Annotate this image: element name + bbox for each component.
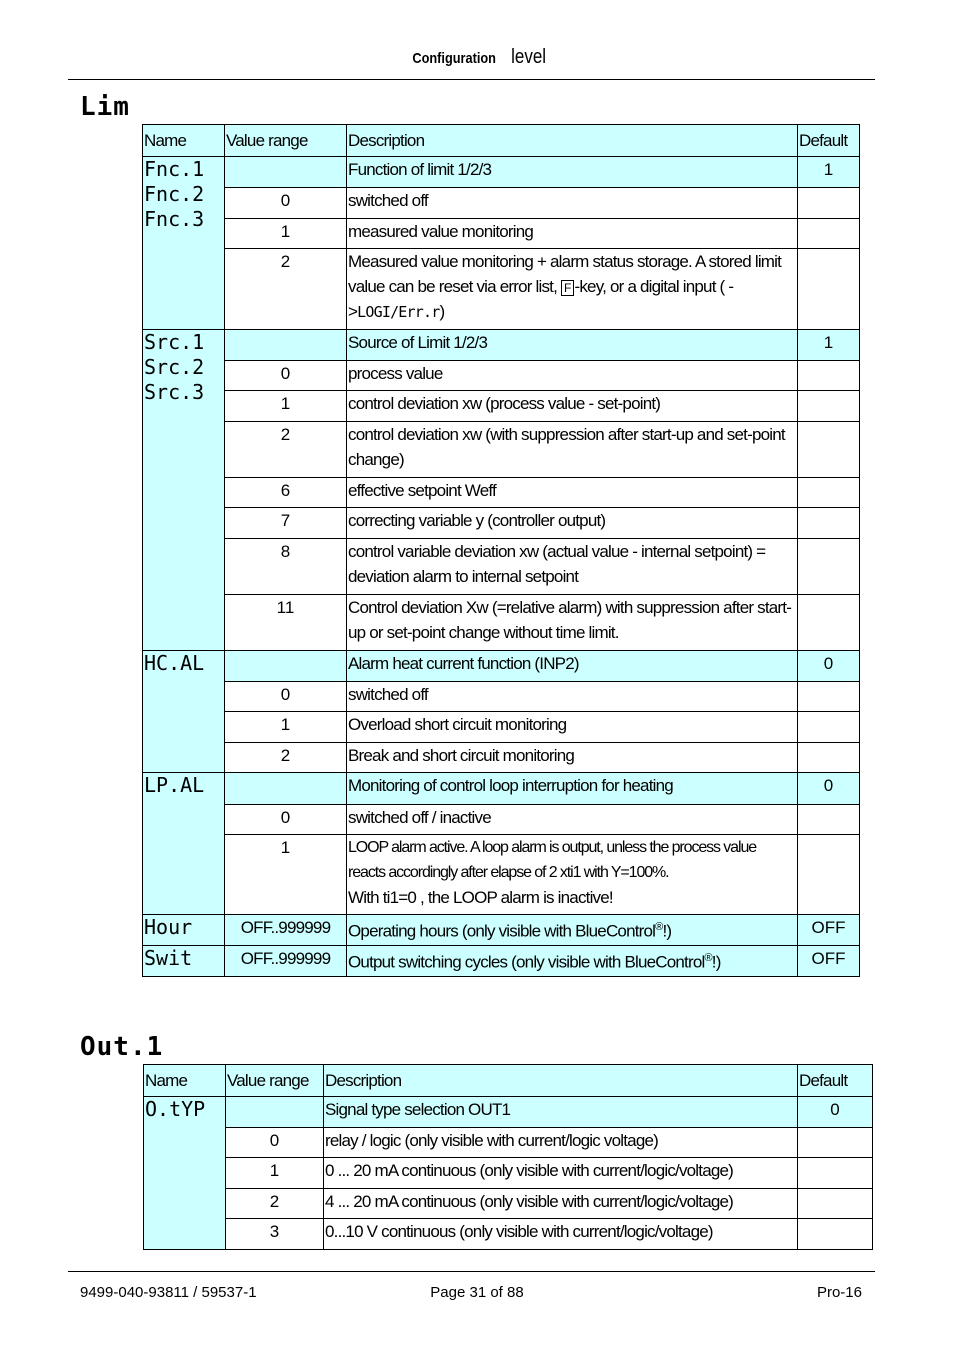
footer-page: Page 31 of 88 (430, 1284, 524, 1301)
header-level: level (510, 46, 546, 68)
footer-rule (68, 1271, 875, 1272)
col-range: Value range (225, 125, 347, 157)
param-name-swit: Swit (143, 946, 225, 977)
section-title-lim: Lim (80, 92, 130, 122)
param-default: 1 (798, 330, 860, 361)
param-desc: Signal type selection OUT1 (324, 1097, 798, 1128)
param-desc: Source of Limit 1/2/3 (347, 330, 798, 361)
param-default: 0 (798, 1097, 873, 1128)
out1-table: Name Value range Description Default O.tYP Signal type selection OUT1 0 0 relay / logic (only visible with current/logic voltage) 1 0 ... 20 mA continuous (only visible with current/logic/voltage) 2 4 ... 20 mA continuous (only visible with current/logic/voltage) 3 0...10 V continuous (only visible with current/logic/voltage) (143, 1064, 873, 1250)
header-rule (68, 79, 875, 80)
param-name-lpal: LP.AL (143, 773, 225, 915)
f-key-icon: F (561, 280, 574, 296)
param-name-hcal: HC.AL (143, 651, 225, 773)
page-header (0, 46, 954, 69)
col-default: Default (798, 125, 860, 157)
param-desc: Monitoring of control loop interruption for heating (347, 773, 798, 805)
header-title: Configuration (412, 50, 496, 67)
param-desc: Output switching cycles (only visible with BlueControl®!) (347, 946, 798, 977)
param-desc: Operating hours (only visible with BlueControl®!) (347, 915, 798, 946)
footer-model: Pro-16 (816, 1284, 862, 1301)
param-name-otyp: O.tYP (144, 1097, 226, 1250)
fnc-option-2-desc: Measured value monitoring + alarm status storage. A stored limit value can be reset via error list, F -key, or a digital input ( ->LOGI/Err.r) (347, 249, 798, 330)
param-default: 0 (798, 773, 860, 805)
param-name-src: Src.1 Src.2 Src.3 (143, 330, 225, 651)
param-desc: Alarm heat current function (INP2) (347, 651, 798, 682)
param-name-fnc: Fnc.1 Fnc.2 Fnc.3 (143, 157, 225, 330)
section-title-out1: Out.1 (80, 1032, 164, 1062)
col-name: Name (143, 125, 225, 157)
param-default: 1 (798, 157, 860, 188)
param-desc: Function of limit 1/2/3 (347, 157, 798, 188)
param-name-hour: Hour (143, 915, 225, 946)
param-default: 0 (798, 651, 860, 682)
col-desc: Description (347, 125, 798, 157)
lim-table: Name Value range Description Default Fnc.1 Fnc.2 Fnc.3 Function of limit 1/2/3 1 0 switched off 1 measured value monitoring 2 Measured value monitoring + alarm status storage. A stored limit value can be reset via error list, F -key, or a digital input ( ->LOGI/Err.r) Src.1 Src.2 Src.3 Source of Limit 1/2/3 1 0 process value 1 control deviation xw (process value - set-point) 2 control deviation xw (with suppression after start-up and set-point change) 6 effective setpoint Weff 7 correcting variable y (controller output) 8 control variable deviation xw (actual value - internal setpoint) = deviation alarm to internal setpoint 11 Control deviation Xw (=relative alarm) with suppression after start-up or set-point change without time limit. HC.AL Alarm heat current function (INP2) 0 0 switched off 1 Overload short circuit monitoring 2 Break and short circuit monitoring LP.AL Monitoring of control loop interruption for heating 0 0 switched off / inactive 1 LOOP alarm active. A loop alarm is output, unless the process value reacts accordingly after elapse of 2 xti1 with Y=100%. With ti1=0 , the LOOP alarm is inactive! Hour OFF..999999 Operating hours (only visible with BlueControl®!) OFF Swit OFF..999999 Output switching cycles (only visible with BlueControl®!) OFF (142, 124, 860, 977)
footer-doc-number: 9499-040-93811 / 59537-1 (80, 1284, 257, 1301)
